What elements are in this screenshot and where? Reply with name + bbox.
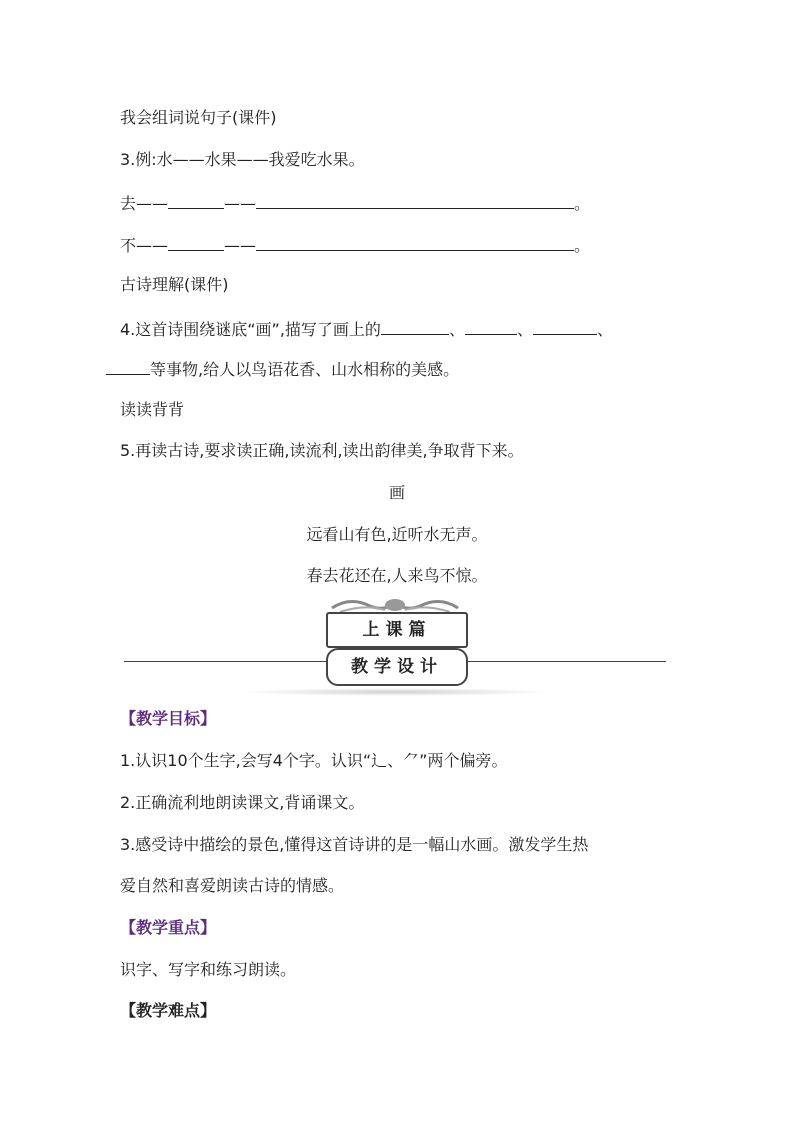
period: 。 <box>574 194 591 213</box>
goal-3-continued: 爱自然和喜爱朗读古诗的情感。 <box>120 876 345 895</box>
banner-bottom: 教学设计 <box>326 648 468 686</box>
question-4-continued <box>106 358 459 380</box>
separator: 、 <box>448 320 465 339</box>
sentence-blank[interactable] <box>256 234 574 251</box>
divider-left <box>124 661 326 662</box>
banner-shadow <box>240 688 550 696</box>
question-4 <box>120 318 613 340</box>
question-4-text: 4.这首诗围绕谜底“画”,描写了画上的 <box>120 320 381 339</box>
goal-3: 3.感受诗中描绘的景色,懂得这首诗讲的是一幅山水画。激发学生热 <box>120 835 589 854</box>
goals-heading: 【教学目标】 <box>120 709 217 728</box>
banner-top: 上课篇 <box>326 612 468 648</box>
poem-line-2: 春去花还在,人来鸟不惊。 <box>306 566 488 585</box>
key-points-heading: 【教学重点】 <box>120 918 217 937</box>
goal-2: 2.正确流利地朗读课文,背诵课文。 <box>120 793 365 812</box>
dash: —— <box>224 194 257 213</box>
answer-blank[interactable] <box>533 318 597 335</box>
section-read-heading: 读读背背 <box>120 400 185 419</box>
difficulty-heading: 【教学难点】 <box>120 1001 217 1020</box>
section-compose-heading: 我会组词说句子(课件) <box>120 108 277 127</box>
period: 。 <box>574 236 591 255</box>
separator: 、 <box>516 320 533 339</box>
question-3-line-2 <box>120 234 590 256</box>
goal-1: 1.认识10个生字,会写4个字。认识“辶、⺈”两个偏旁。 <box>120 751 508 770</box>
divider-right <box>464 661 666 662</box>
section-poem-understanding-heading: 古诗理解(课件) <box>120 275 229 294</box>
separator: 、 <box>596 320 613 339</box>
line-2-char: 不—— <box>120 236 169 255</box>
answer-blank[interactable] <box>106 358 150 375</box>
question-3-line-1 <box>120 192 590 214</box>
question-3-example: 3.例:水——水果——我爱吃水果。 <box>120 150 365 169</box>
key-points-text: 识字、写字和练习朗读。 <box>120 960 297 979</box>
dash: —— <box>224 236 257 255</box>
question-5: 5.再读古诗,要求读正确,读流利,读出韵律美,争取背下来。 <box>120 441 524 460</box>
answer-blank[interactable] <box>465 318 517 335</box>
question-4-rest: 等事物,给人以鸟语花香、山水相称的美感。 <box>150 360 460 379</box>
poem-line-1: 远看山有色,近听水无声。 <box>306 525 488 544</box>
sentence-blank[interactable] <box>256 192 574 209</box>
word-blank[interactable] <box>168 234 224 251</box>
word-blank[interactable] <box>168 192 224 209</box>
answer-blank[interactable] <box>381 318 449 335</box>
line-1-char: 去—— <box>120 194 169 213</box>
poem-title: 画 <box>388 483 405 502</box>
